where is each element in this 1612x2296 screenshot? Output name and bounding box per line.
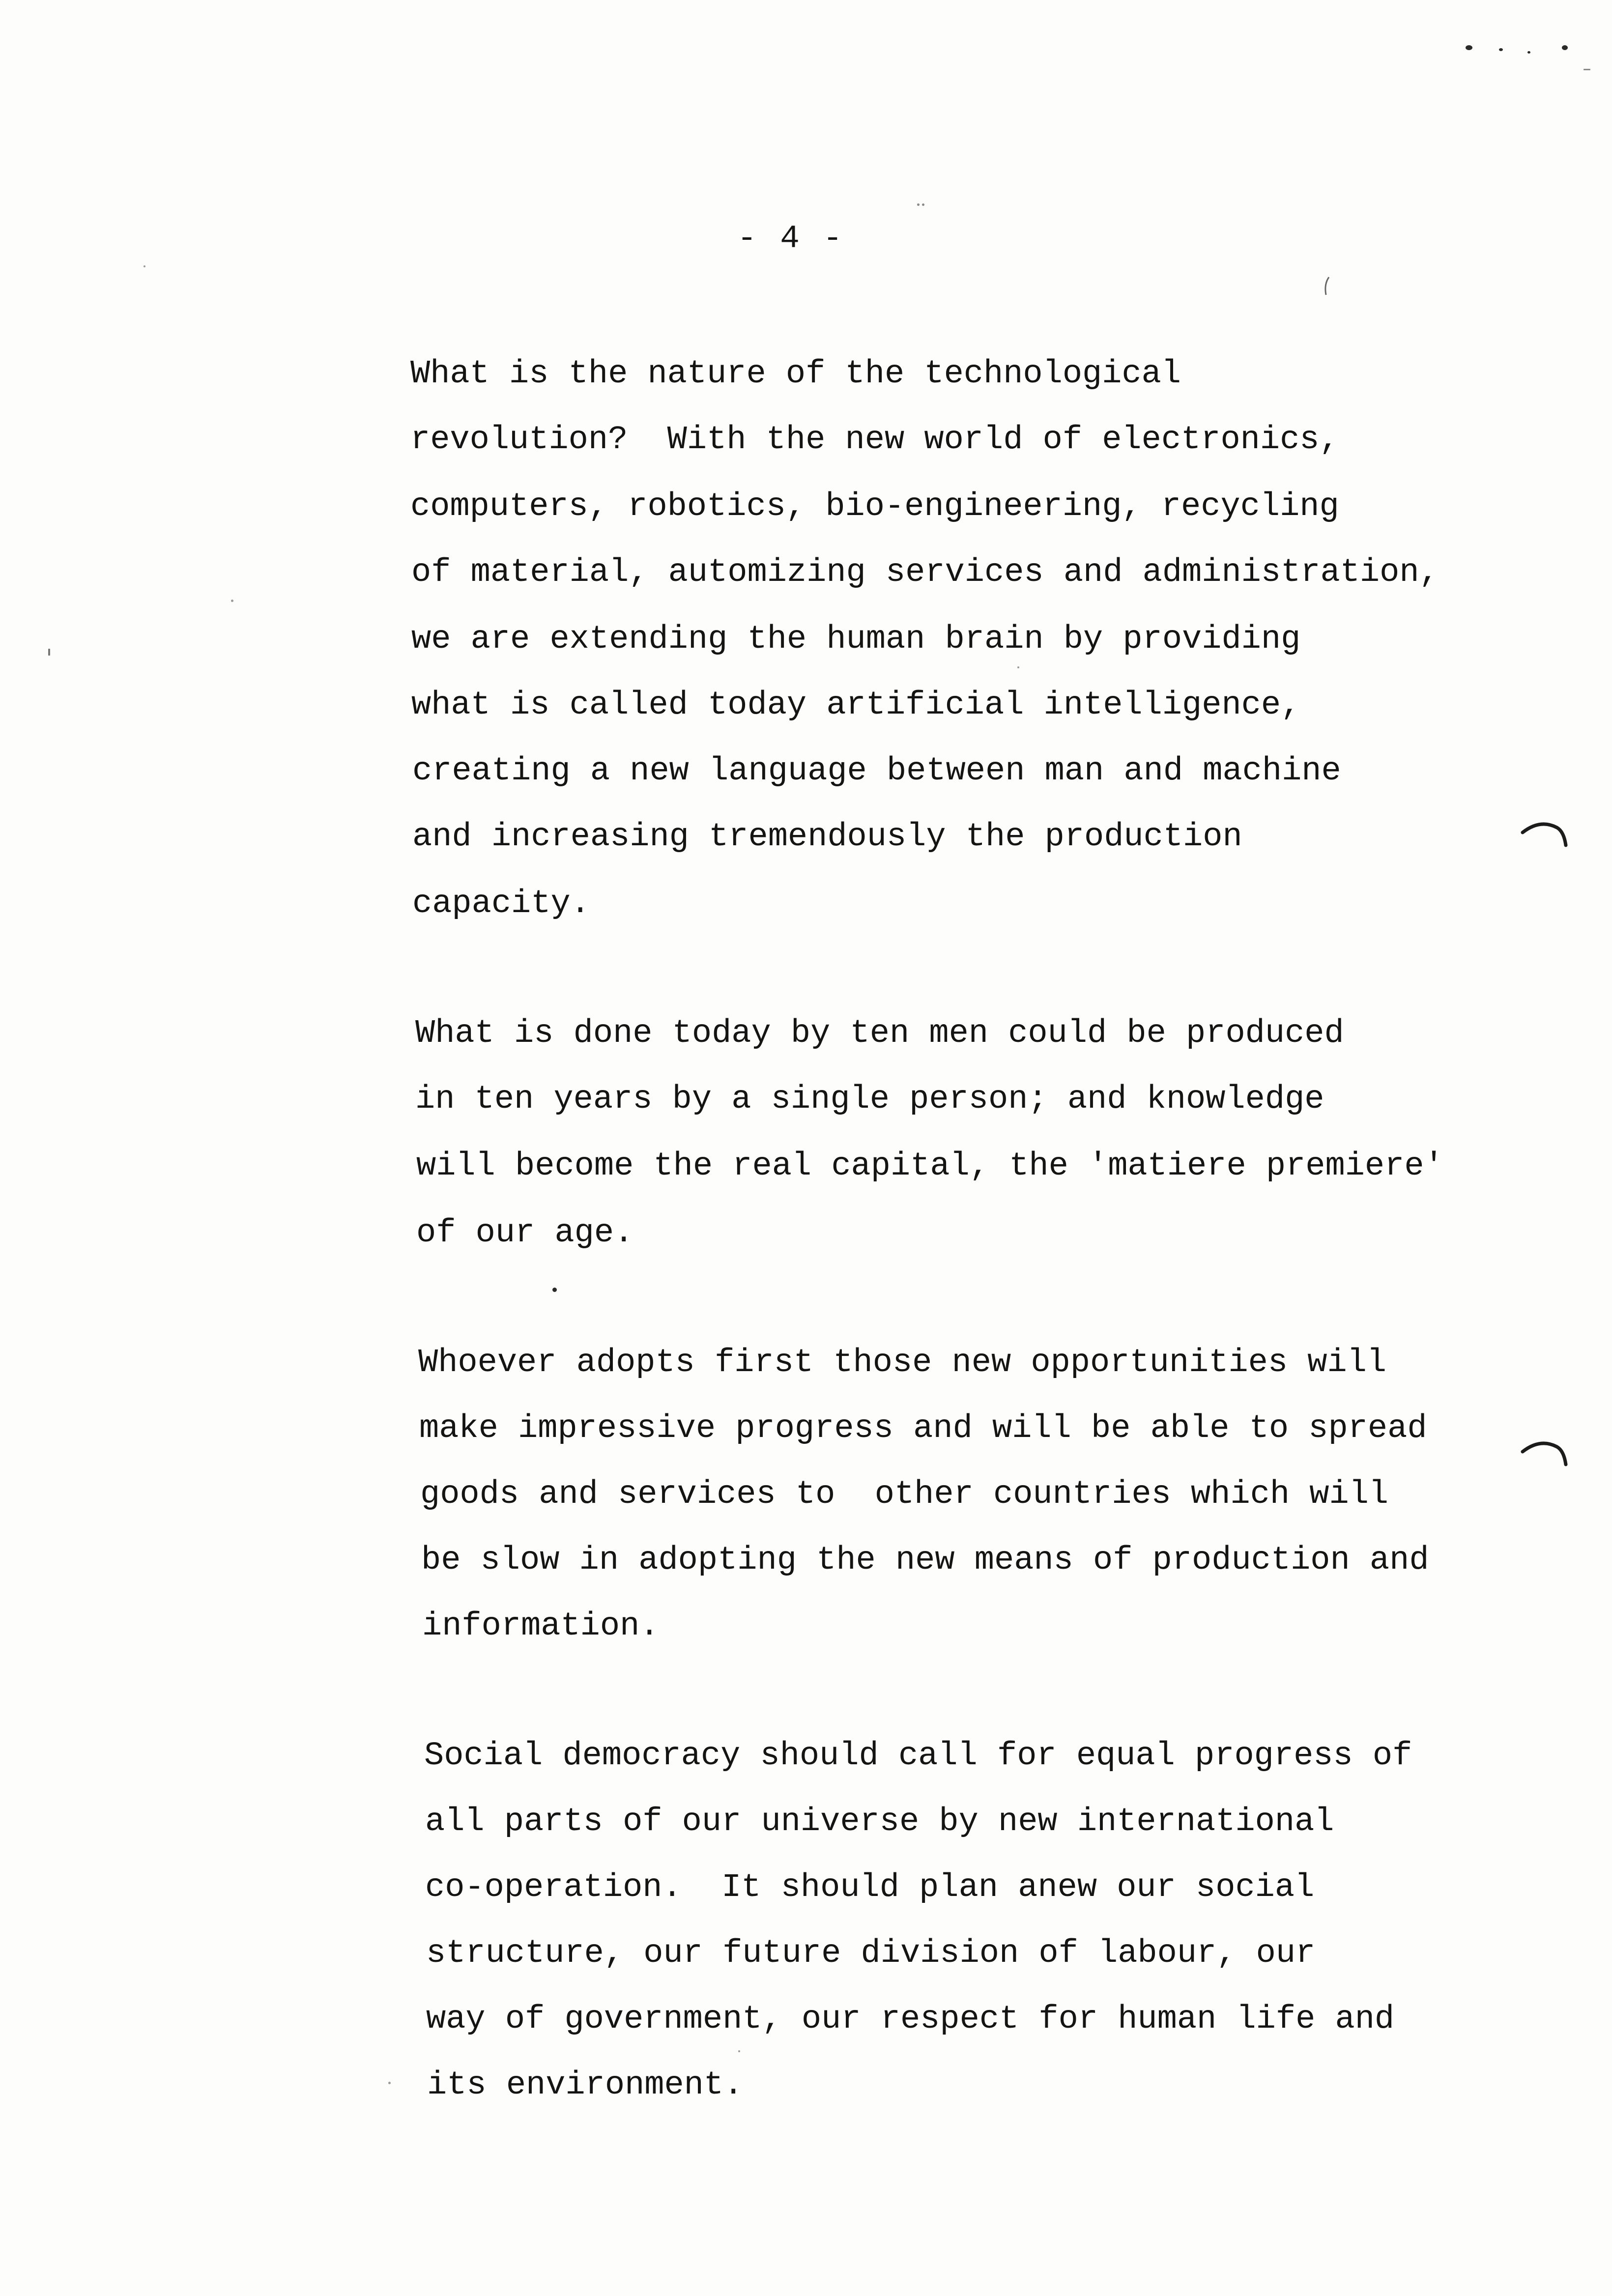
paragraph-line: information. bbox=[422, 1607, 660, 1645]
paragraph-line: make impressive progress and will be able to spread bbox=[419, 1410, 1427, 1447]
paragraph-line: of our age. bbox=[416, 1214, 634, 1252]
paragraph-line: structure, our future division of labour, our bbox=[426, 1935, 1316, 1972]
scan-speck bbox=[922, 203, 924, 206]
paragraph-line: What is the nature of the technological bbox=[410, 355, 1181, 393]
paragraph-line: its environment. bbox=[427, 2066, 744, 2104]
paragraph-line: in ten years by a single person; and knowledge bbox=[415, 1081, 1324, 1118]
scan-speck bbox=[1322, 275, 1332, 300]
paragraph-line: co-operation. It should plan anew our social bbox=[425, 1869, 1315, 1906]
scan-speck bbox=[738, 2050, 740, 2052]
paragraph-line: what is called today artificial intelligence, bbox=[411, 687, 1301, 724]
scan-speck bbox=[231, 600, 233, 602]
scan-speck bbox=[48, 649, 50, 656]
scan-speck bbox=[144, 265, 145, 267]
scan-speck bbox=[552, 1288, 557, 1292]
scan-speck bbox=[1583, 69, 1590, 70]
paragraph-line: of material, automizing services and administration, bbox=[411, 554, 1439, 591]
paragraph-line: all parts of our universe by new international bbox=[425, 1803, 1334, 1840]
scan-speck bbox=[1017, 666, 1019, 668]
paragraph-line: computers, robotics, bio-engineering, recycling bbox=[410, 488, 1339, 525]
paragraph-line: Social democracy should call for equal progress of bbox=[424, 1737, 1412, 1775]
margin-mark-lower bbox=[1519, 1435, 1573, 1479]
margin-mark-upper bbox=[1519, 816, 1573, 860]
scan-speck bbox=[388, 2082, 391, 2084]
paragraph-line: revolution? With the new world of electronics, bbox=[410, 421, 1339, 459]
scan-speck bbox=[1466, 45, 1472, 50]
paragraph-line: and increasing tremendously the production bbox=[412, 818, 1242, 856]
page-number: - 4 - bbox=[737, 220, 845, 257]
paragraph-line: will become the real capital, the 'matiere premiere' bbox=[416, 1148, 1444, 1185]
scan-speck bbox=[1527, 51, 1530, 54]
scan-speck bbox=[1499, 48, 1503, 51]
paragraph-line: capacity. bbox=[412, 885, 590, 922]
paragraph-line: be slow in adopting the new means of production and bbox=[421, 1542, 1429, 1579]
paragraph-line: way of government, our respect for human life and bbox=[426, 2001, 1395, 2038]
paragraph-line: Whoever adopts first those new opportunities will bbox=[418, 1344, 1387, 1381]
scan-speck bbox=[1562, 45, 1568, 50]
paragraph-line: What is done today by ten men could be produced bbox=[415, 1015, 1344, 1052]
paragraph-line: we are extending the human brain by providing bbox=[411, 621, 1301, 658]
paragraph-line: goods and services to other countries which will bbox=[420, 1476, 1389, 1513]
paragraph-line: creating a new language between man and machine bbox=[412, 752, 1341, 790]
scan-speck bbox=[917, 203, 920, 206]
